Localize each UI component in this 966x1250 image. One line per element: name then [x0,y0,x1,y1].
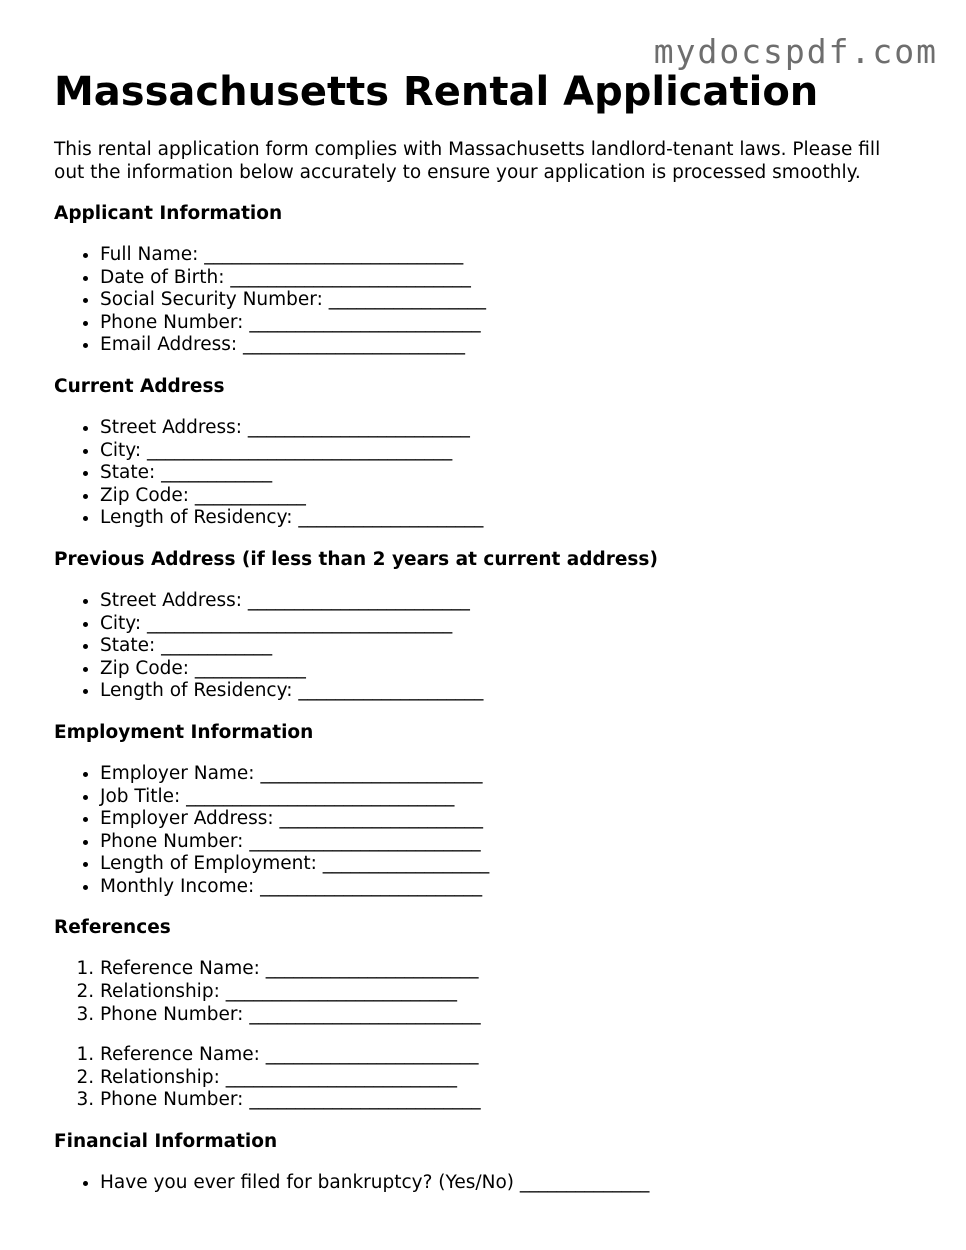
field-label: Monthly Income: [100,875,255,897]
field-label: Relationship: [100,1066,220,1088]
fill-in-blank[interactable]: _____________________________ [186,785,455,807]
intro-paragraph: This rental application form complies with Massachusetts landlord-tenant laws. Please fill out the information below accurately to ensure your application is processed smoothly. [54,139,881,183]
field-phone-number [100,1089,914,1112]
field-phone-number [100,1004,914,1027]
field-length-of-residency [100,680,914,703]
fill-in-blank[interactable]: _________________________ [225,1066,457,1088]
field-email-address [100,334,914,357]
fill-in-blank[interactable]: _________________________________ [147,612,453,634]
applicant-field-list [54,244,914,357]
fill-in-blank[interactable]: ____________________________ [204,244,464,265]
fill-in-blank[interactable]: ______________ [519,1172,650,1194]
field-employer-address [100,808,914,831]
fill-in-blank[interactable]: ____________ [161,635,273,657]
field-state [100,635,914,658]
field-length-of-employment [100,853,914,876]
fill-in-blank[interactable]: ________________________ [247,416,470,438]
field-relationship [100,981,914,1004]
field-label: Reference Name: [100,1044,260,1066]
field-label: Phone Number: [100,1089,244,1111]
section-heading-current-address: Current Address [54,375,225,397]
fill-in-blank[interactable]: _________________________ [249,311,481,333]
field-length-of-residency [100,507,914,530]
field-full-name [100,244,914,267]
field-label: State: [100,635,156,657]
field-label: Street Address: [100,416,243,438]
fill-in-blank[interactable]: _______________________ [265,1044,479,1066]
fill-in-blank[interactable]: _________________ [328,289,486,311]
fill-in-blank[interactable]: _________________________ [225,981,457,1003]
fill-in-blank[interactable]: ____________ [194,484,306,506]
document-page [54,66,914,1195]
field-phone-number [100,312,914,335]
field-employer-name [100,763,914,786]
section-heading-financial: Financial Information [54,1131,278,1153]
fill-in-blank[interactable]: __________________ [322,853,490,875]
field-city [100,613,914,636]
fill-in-blank[interactable]: ____________ [161,462,273,484]
previous-address-field-list [54,590,914,703]
section-heading-previous-address: Previous Address (if less than 2 years at current address) [54,548,658,570]
field-label: Length of Residency: [100,680,293,702]
field-label: Street Address: [100,589,243,611]
field-label: Phone Number: [100,1003,244,1025]
fill-in-blank[interactable]: _________________________________ [147,439,453,461]
field-label: Phone Number: [100,311,244,333]
field-label: Social Security Number: [100,289,323,311]
fill-in-blank[interactable]: _________________________ [249,830,481,852]
page-title: Massachusetts Rental Application [54,69,819,115]
field-label: Phone Number: [100,830,244,852]
field-date-of-birth [100,267,914,290]
section-heading-employment: Employment Information [54,721,314,743]
fill-in-blank[interactable]: ________________________ [243,334,466,356]
field-ssn [100,289,914,312]
employment-field-list [54,763,914,899]
field-bankruptcy [100,1172,914,1195]
field-relationship [100,1067,914,1090]
field-reference-name [100,958,914,981]
field-zip-code [100,658,914,681]
field-label: City: [100,439,142,461]
field-label: Zip Code: [100,657,190,679]
field-label: Employer Name: [100,762,255,784]
fill-in-blank[interactable]: ____________________ [298,507,484,529]
field-label: Reference Name: [100,958,260,980]
fill-in-blank[interactable]: _________________________ [249,1003,481,1025]
fill-in-blank[interactable]: ____________ [194,657,306,679]
fill-in-blank[interactable]: ______________________ [279,808,484,830]
field-city [100,440,914,463]
field-label: City: [100,612,142,634]
watermark: mydocspdf.com [653,32,938,71]
field-phone-number [100,831,914,854]
field-street-address [100,417,914,440]
field-label: Length of Employment: [100,853,317,875]
field-monthly-income [100,876,914,899]
field-label: Email Address: [100,334,238,356]
financial-field-list [54,1172,914,1195]
fill-in-blank[interactable]: _________________________ [249,1089,481,1111]
fill-in-blank[interactable]: ____________________ [298,680,484,702]
field-job-title [100,786,914,809]
fill-in-blank[interactable]: ________________________ [247,589,470,611]
reference-2-field-list [54,1044,914,1112]
field-label: State: [100,462,156,484]
field-label: Have you ever filed for bankruptcy? (Yes/No) [100,1172,515,1194]
section-heading-applicant: Applicant Information [54,203,283,224]
field-label: Length of Residency: [100,507,293,529]
fill-in-blank[interactable]: ________________________ [260,875,483,897]
field-label: Date of Birth: [100,266,225,288]
fill-in-blank[interactable]: ________________________ [260,762,483,784]
field-label: Job Title: [100,785,181,807]
field-label: Full Name: [100,244,199,265]
field-label: Employer Address: [100,808,274,830]
field-label: Zip Code: [100,484,190,506]
section-heading-references: References [54,917,171,939]
reference-1-field-list [54,958,914,1026]
field-zip-code [100,485,914,508]
current-address-field-list [54,417,914,530]
field-street-address [100,590,914,613]
fill-in-blank[interactable]: _______________________ [265,958,479,980]
fill-in-blank[interactable]: __________________________ [230,266,471,288]
field-state [100,462,914,485]
field-reference-name [100,1044,914,1067]
field-label: Relationship: [100,981,220,1003]
